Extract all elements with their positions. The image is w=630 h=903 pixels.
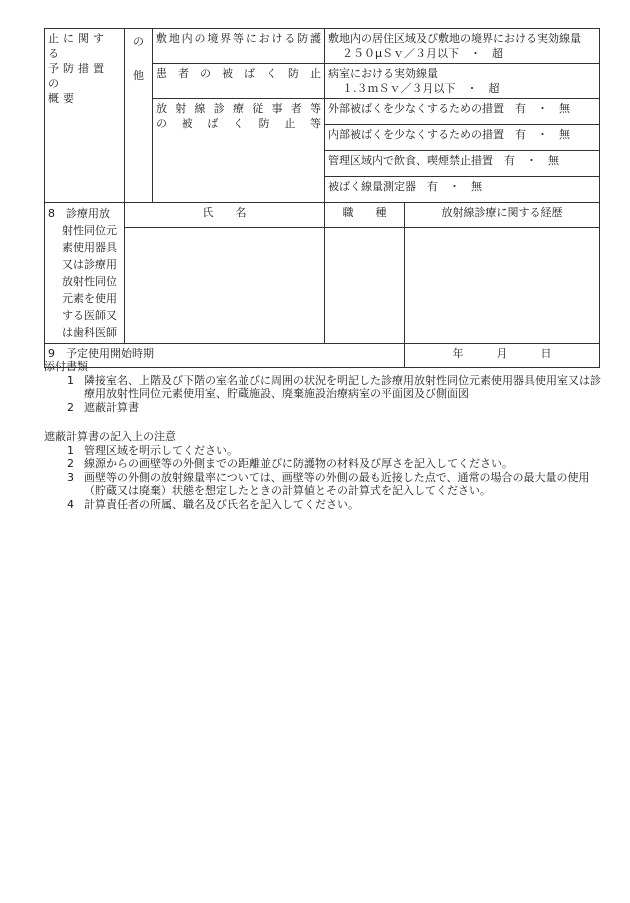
caution-number: 2 <box>67 457 74 470</box>
job-type-input-cell[interactable] <box>325 227 405 343</box>
start-date-label: 9 予定使用開始時期 <box>45 344 405 368</box>
sonota-label <box>125 29 153 203</box>
name-column-header: 氏 名 <box>125 203 325 228</box>
cautions-heading: 遮蔽計算書の記入上の注意 <box>44 430 176 443</box>
boundary-value-line1: 敷地内の居住区域及び敷地の境界における実効線量 <box>328 32 581 45</box>
attachment-text: 隣接室名、上階及び下階の室名並びに周囲の状況を明記した診療用放射性同位元素使用器具使用室又は診療用放射性同位元素使用室、貯蔵施設、廃棄施設治療病室の平面図及び側面図 <box>84 373 601 400</box>
caution-number: 4 <box>67 497 74 511</box>
caution-number: 3 <box>67 470 74 484</box>
caution-number: 1 <box>67 443 74 457</box>
attachment-text: 遮蔽計算書 <box>84 400 139 414</box>
section8-label-line: 素使用器具 <box>62 241 117 254</box>
sonota-char: 他 <box>133 69 144 82</box>
section8-label-line: 元素を使用 <box>62 292 117 305</box>
caution-item <box>44 471 604 498</box>
sonota-char: の <box>133 35 144 48</box>
section8-label-line: 又は診療用 <box>62 258 117 271</box>
patient-value-line2: １.３ｍＳｖ／３月以下 ・ 超 <box>342 82 500 95</box>
cautions-section <box>44 430 604 511</box>
caution-text: 画壁等の外側の放射線量率については、画壁等の外側の最も近接した点で、通常の場合の最大量の使用（貯蔵又は廃棄）状態を想定したときの計算値とその計算式を記入してください。 <box>84 470 590 497</box>
staff-protection-label <box>153 99 325 203</box>
attachment-number: 2 <box>67 400 74 414</box>
boundary-protection-label: 敷地内の境界等における防護 <box>153 29 325 64</box>
caution-item <box>44 498 604 512</box>
section8-label-line: 射性同位元 <box>62 224 117 237</box>
staff-measure-item: 外部被ばくを少なくするための措置 有 ・ 無 <box>325 99 600 125</box>
staff-measure-item: 被ばく線量測定器 有 ・ 無 <box>325 177 600 203</box>
staff-label-line1: 放射線診療従事者等 <box>156 102 321 115</box>
start-date-value[interactable]: 年 月 日 <box>405 344 600 368</box>
patient-protection-value <box>325 64 600 99</box>
patient-value-line1: 病室における実効線量 <box>328 67 438 80</box>
section8-label-line: 8 診療用放 <box>48 207 110 220</box>
boundary-value-line2: ２５０μＳｖ／３月以下 ・ 超 <box>342 47 503 60</box>
caution-text: 計算責任者の所属、職名及び氏名を記入してください。 <box>84 497 359 511</box>
staff-measure-item: 内部被ばくを少なくするための措置 有 ・ 無 <box>325 125 600 151</box>
caution-text: 管理区域を明示してください。 <box>84 443 238 457</box>
caution-text: 線源からの画壁等の外側までの距離並びに防護物の材料及び厚さを記入してください。 <box>84 457 513 470</box>
section7-label-line: 概要 <box>48 92 78 105</box>
section8-label-line: する医師又 <box>62 309 117 322</box>
section7-label-line: 予防措置の <box>48 62 108 90</box>
application-form-table <box>44 28 600 368</box>
attachment-number: 1 <box>67 373 74 387</box>
caution-item <box>44 457 604 471</box>
section8-label-line: は歯科医師 <box>62 326 117 339</box>
job-type-column-header: 職 種 <box>325 203 405 228</box>
section7-label <box>45 29 125 203</box>
attachments-heading: 添付書類 <box>44 360 88 373</box>
career-column-header: 放射線診療に関する経歴 <box>405 203 600 228</box>
section8-label <box>45 203 125 344</box>
section7-label-line: 止に関する <box>48 32 108 60</box>
staff-measure-item: 管理区域内で飲食、喫煙禁止措置 有 ・ 無 <box>325 151 600 177</box>
staff-label-line2: の被ばく防止等 <box>156 117 321 130</box>
section8-label-line: 放射性同位 <box>62 275 117 288</box>
patient-protection-label: 患者の被ばく防止 <box>153 64 325 99</box>
caution-item <box>44 444 604 458</box>
boundary-protection-value <box>325 29 600 64</box>
name-input-cell[interactable] <box>125 227 325 343</box>
attachment-item <box>44 374 604 401</box>
attachment-item <box>44 401 604 415</box>
career-input-cell[interactable] <box>405 227 600 343</box>
attachments-section <box>44 360 604 414</box>
